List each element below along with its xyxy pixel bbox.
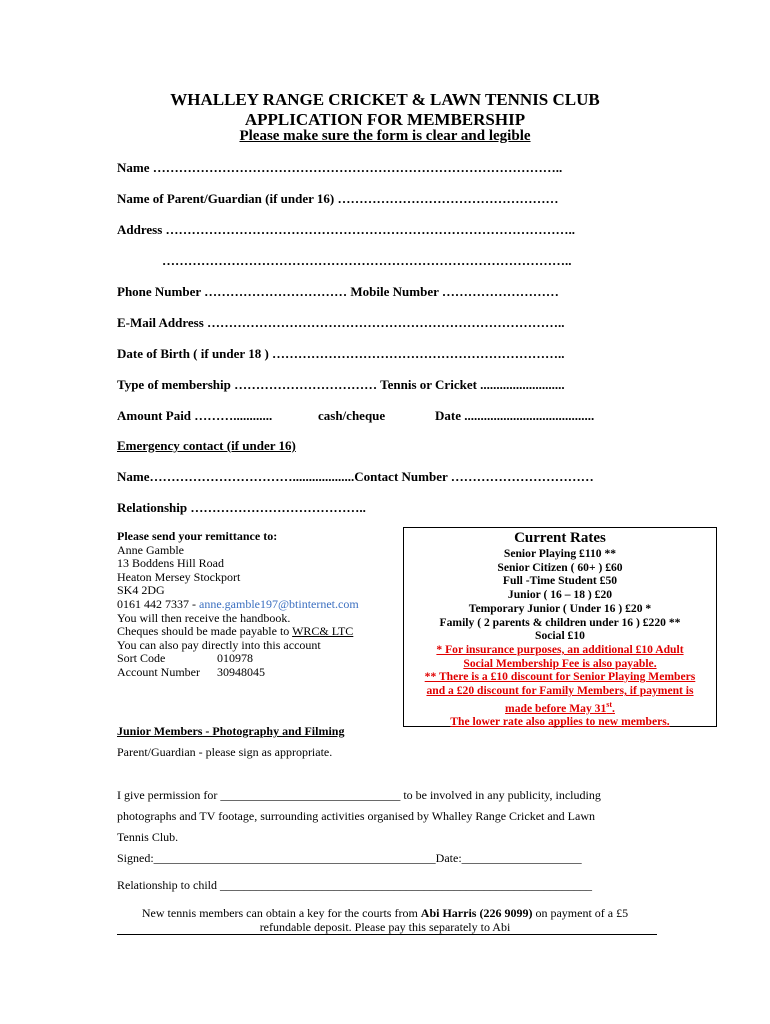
remittance-postcode: SK4 2DG [117, 583, 165, 598]
rate-senior-playing: Senior Playing £110 ** [503, 547, 617, 560]
remittance-block [117, 530, 359, 680]
new-members-note: The lower rate also applies to new members. [450, 715, 670, 729]
payment-method-label: cash/cheque [318, 408, 386, 423]
cheque-payee: WRC& LTC [292, 624, 354, 639]
discount-note-2: and a £20 discount for Family Members, if payment is [426, 684, 694, 698]
rate-family: Family ( 2 parents & children under 16 ) £220 ** [439, 615, 681, 629]
key-deposit-note-line2: refundable deposit. Please pay this separately to Abi [259, 920, 511, 934]
name-field[interactable]: Name ………………………………………………………………………………….. [117, 160, 563, 175]
key-deposit-note: New tennis members can obtain a key for the courts from Abi Harris (226 9099) on payment of a £5 [141, 906, 629, 920]
direct-payment-note: You can also pay directly into this account [117, 637, 321, 652]
address-field-line2[interactable]: ………………………………………………………………………………….. [162, 253, 572, 268]
permission-field[interactable]: I give permission for ______________________________ to be involved in any publicity, including [117, 788, 601, 802]
relationship-to-child-field[interactable]: Relationship to child ______________________________________________________________ [117, 878, 592, 892]
emergency-contact-heading: Emergency contact (if under 16) [117, 438, 296, 453]
emergency-relationship-field[interactable]: Relationship ………………………………….. [117, 500, 366, 515]
current-rates-box [403, 527, 717, 727]
membership-type-field[interactable]: Type of membership …………………………… Tennis or Cricket .......................... [117, 377, 565, 392]
rate-temporary-junior: Temporary Junior ( Under 16 ) £20 * [468, 601, 652, 615]
permission-text-line2: photographs and TV footage, surrounding activities organised by Whalley Range Cricket and Lawn [117, 809, 596, 823]
form-title: WHALLEY RANGE CRICKET & LAWN TENNIS CLUB [170, 90, 600, 109]
insurance-note: * For insurance purposes, an additional £10 Adult [436, 642, 684, 656]
cheque-payee-note: Cheques should be made payable to WRC& LTC [117, 624, 354, 639]
remittance-street: 13 Boddens Hill Road [117, 556, 224, 571]
remittance-contact [117, 598, 359, 612]
remittance-phone: 0161 442 7337 - [117, 596, 199, 611]
account-number: Account Number 30948045 [117, 664, 265, 679]
permission-text-line3: Tennis Club. [117, 830, 179, 844]
discount-deadline: made before May 31st. [505, 699, 615, 715]
discount-note: ** There is a £10 discount for Senior Playing Members [424, 670, 696, 684]
rate-senior-citizen: Senior Citizen ( 60+ ) £60 [497, 560, 623, 574]
phone-mobile-field[interactable]: Phone Number …………………………… Mobile Number ……………………… [117, 284, 559, 299]
parent-guardian-field[interactable]: Name of Parent/Guardian (if under 16) …………………………………………… [117, 191, 559, 206]
rate-junior: Junior ( 16 – 18 ) £20 [507, 588, 613, 602]
key-contact: Abi Harris (226 9099) [420, 906, 533, 920]
email-field[interactable]: E-Mail Address ……………………………………………………………………….. [117, 315, 565, 330]
handbook-note: You will then receive the handbook. [117, 610, 291, 625]
address-field[interactable]: Address ………………………………………………………………………………….. [117, 222, 576, 237]
date-field[interactable]: Date ........................................ [435, 408, 595, 423]
remittance-town: Heaton Mersey Stockport [117, 569, 241, 584]
legibility-note: Please make sure the form is clear and legible [239, 128, 531, 144]
emergency-name-contact-field[interactable]: Name……………………………...................Contact Number …………………………… [117, 469, 594, 484]
amount-paid-field[interactable]: Amount Paid ………............ [117, 408, 273, 423]
remittance-email-link[interactable]: anne.gamble197@btinternet.com [199, 596, 359, 611]
sort-code: Sort Code 010978 [117, 651, 253, 666]
junior-photography-heading: Junior Members - Photography and Filming [117, 724, 345, 738]
current-rates-heading: Current Rates [514, 530, 606, 546]
remittance-name: Anne Gamble [117, 542, 184, 557]
rate-social: Social £10 [535, 629, 585, 643]
rate-student: Full -Time Student £50 [502, 574, 618, 588]
form-subtitle-membership: APPLICATION FOR MEMBERSHIP [244, 110, 526, 129]
guardian-instruction: Parent/Guardian - please sign as appropriate. [117, 745, 333, 759]
insurance-note-2: Social Membership Fee is also payable. [463, 656, 657, 670]
footer-rule [117, 934, 657, 935]
remittance-heading: Please send your remittance to: [117, 529, 278, 543]
signature-date-field[interactable]: Signed:_______________________________________________Date:____________________ [117, 851, 582, 865]
date-of-birth-field[interactable]: Date of Birth ( if under 18 ) ………………………………………………………….. [117, 346, 565, 361]
